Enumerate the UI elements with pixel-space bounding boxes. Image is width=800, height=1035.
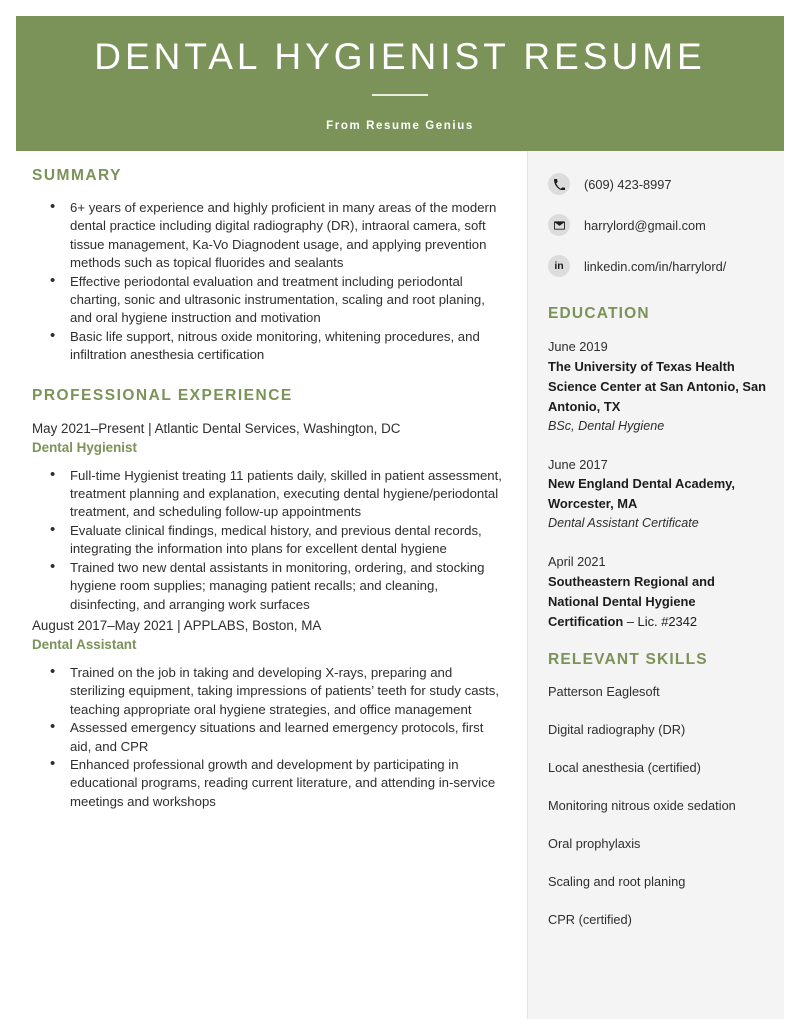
- job-meta: August 2017–May 2021 | APPLABS, Boston, MA: [32, 617, 322, 633]
- job-bullet: • Full-time Hygienist treating 11 patients daily, skilled in patient assessment, treatment planning and explanation, executing dental hygiene/periodontal treatment, and scheduling follow-up appointments: [34, 467, 503, 522]
- resume-body: [16, 151, 784, 1019]
- education-date: June 2017: [548, 456, 608, 472]
- contact-value[interactable]: linkedin.com/in/harrylord/: [584, 258, 727, 274]
- job-bullet: • Trained two new dental assistants in monitoring, ordering, and stocking hygiene room supplies; managing patient recalls; and cleaning, disinfecting, and arranging work surfaces: [34, 559, 503, 614]
- job-bullet-list: [34, 467, 503, 614]
- page-title: DENTAL HYGIENIST RESUME: [94, 36, 706, 77]
- job-bullet-list: [34, 664, 503, 811]
- skill-item: Digital radiography (DR): [548, 721, 686, 737]
- main-column: [16, 151, 527, 1019]
- contact-value[interactable]: harrylord@gmail.com: [584, 217, 706, 233]
- header-subtitle: From Resume Genius: [326, 120, 474, 132]
- summary-bullet-list: [34, 199, 503, 365]
- skills-section: [548, 651, 768, 928]
- linkedin-icon: in: [548, 255, 570, 277]
- experience-heading: PROFESSIONAL EXPERIENCE: [32, 386, 293, 404]
- resume-header: [16, 16, 784, 151]
- phone-icon: [548, 173, 570, 195]
- education-school: Southeastern Regional and National Dental Hygiene Certification – Lic. #2342: [548, 573, 715, 629]
- education-degree: Dental Assistant Certificate: [548, 516, 699, 530]
- job-title: Dental Hygienist: [32, 439, 137, 455]
- skills-heading: RELEVANT SKILLS: [548, 650, 708, 668]
- summary-heading: SUMMARY: [32, 167, 123, 184]
- education-list: [548, 337, 768, 632]
- skill-item: CPR (certified): [548, 911, 632, 927]
- skill-item: Scaling and root planing: [548, 873, 686, 889]
- summary-section: [32, 167, 503, 365]
- education-date: June 2019: [548, 339, 608, 354]
- experience-section: [32, 387, 503, 812]
- summary-bullet: • Basic life support, nitrous oxide monitoring, whitening procedures, and infiltration anesthesia certification: [34, 328, 503, 365]
- education-license: – Lic. #2342: [623, 613, 698, 629]
- education-school: The University of Texas Health Science Center at San Antonio, San Antonio, TX: [548, 358, 766, 414]
- education-school: New England Dental Academy, Worcester, MA: [548, 476, 735, 511]
- skill-item: Oral prophylaxis: [548, 835, 641, 851]
- education-heading: EDUCATION: [548, 305, 650, 322]
- experience-entry: [32, 419, 503, 614]
- skill-item: Patterson Eaglesoft: [548, 683, 660, 699]
- contact-row[interactable]: [548, 173, 768, 195]
- resume-sheet: [16, 16, 784, 1019]
- summary-bullet: • 6+ years of experience and highly proficient in many areas of the modern dental practice including digital radiography (DR), intraoral camera, soft tissue management, Ka-Vo Diagnodent usage, and applying prevention methods such as topical fluorides and sealants: [34, 199, 503, 273]
- education-degree: BSc, Dental Hygiene: [548, 418, 665, 433]
- contact-row[interactable]: [548, 255, 768, 277]
- education-section: [548, 305, 768, 632]
- jobs-container: [32, 419, 503, 812]
- job-bullet: • Evaluate clinical findings, medical history, and previous dental records, integrating the information into plans for excellent dental hygiene: [34, 522, 503, 559]
- education-entry: [548, 455, 768, 534]
- job-title: Dental Assistant: [32, 636, 137, 652]
- job-bullet: • Trained on the job in taking and developing X-rays, preparing and sterilizing equipment, taking impressions of patients’ teeth for study casts, teaching appropriate oral hygiene strategies, and office management: [34, 664, 503, 719]
- summary-bullet: • Effective periodontal evaluation and treatment including periodontal charting, sonic and ultrasonic instrumentation, scaling and root planing, and oral hygiene instruction and motivation: [34, 273, 503, 328]
- job-bullet: • Enhanced professional growth and development by participating in educational programs, reading current literature, and attending in-service meetings and workshops: [34, 756, 503, 811]
- contact-row[interactable]: [548, 214, 768, 236]
- contact-list: [548, 173, 768, 277]
- experience-entry: [32, 616, 503, 811]
- skill-item: Monitoring nitrous oxide sedation: [548, 797, 736, 813]
- education-entry: [548, 552, 768, 632]
- job-meta: May 2021–Present | Atlantic Dental Services, Washington, DC: [32, 420, 401, 436]
- email-icon: [548, 214, 570, 236]
- education-entry: [548, 337, 768, 436]
- skills-list: [548, 683, 768, 928]
- job-bullet: • Assessed emergency situations and learned emergency protocols, first aid, and CPR: [34, 719, 503, 756]
- education-date: April 2021: [548, 554, 606, 569]
- title-divider: [372, 94, 428, 96]
- skill-item: Local anesthesia (certified): [548, 759, 701, 775]
- contact-value[interactable]: (609) 423-8997: [584, 176, 672, 192]
- sidebar-column: [528, 151, 784, 1019]
